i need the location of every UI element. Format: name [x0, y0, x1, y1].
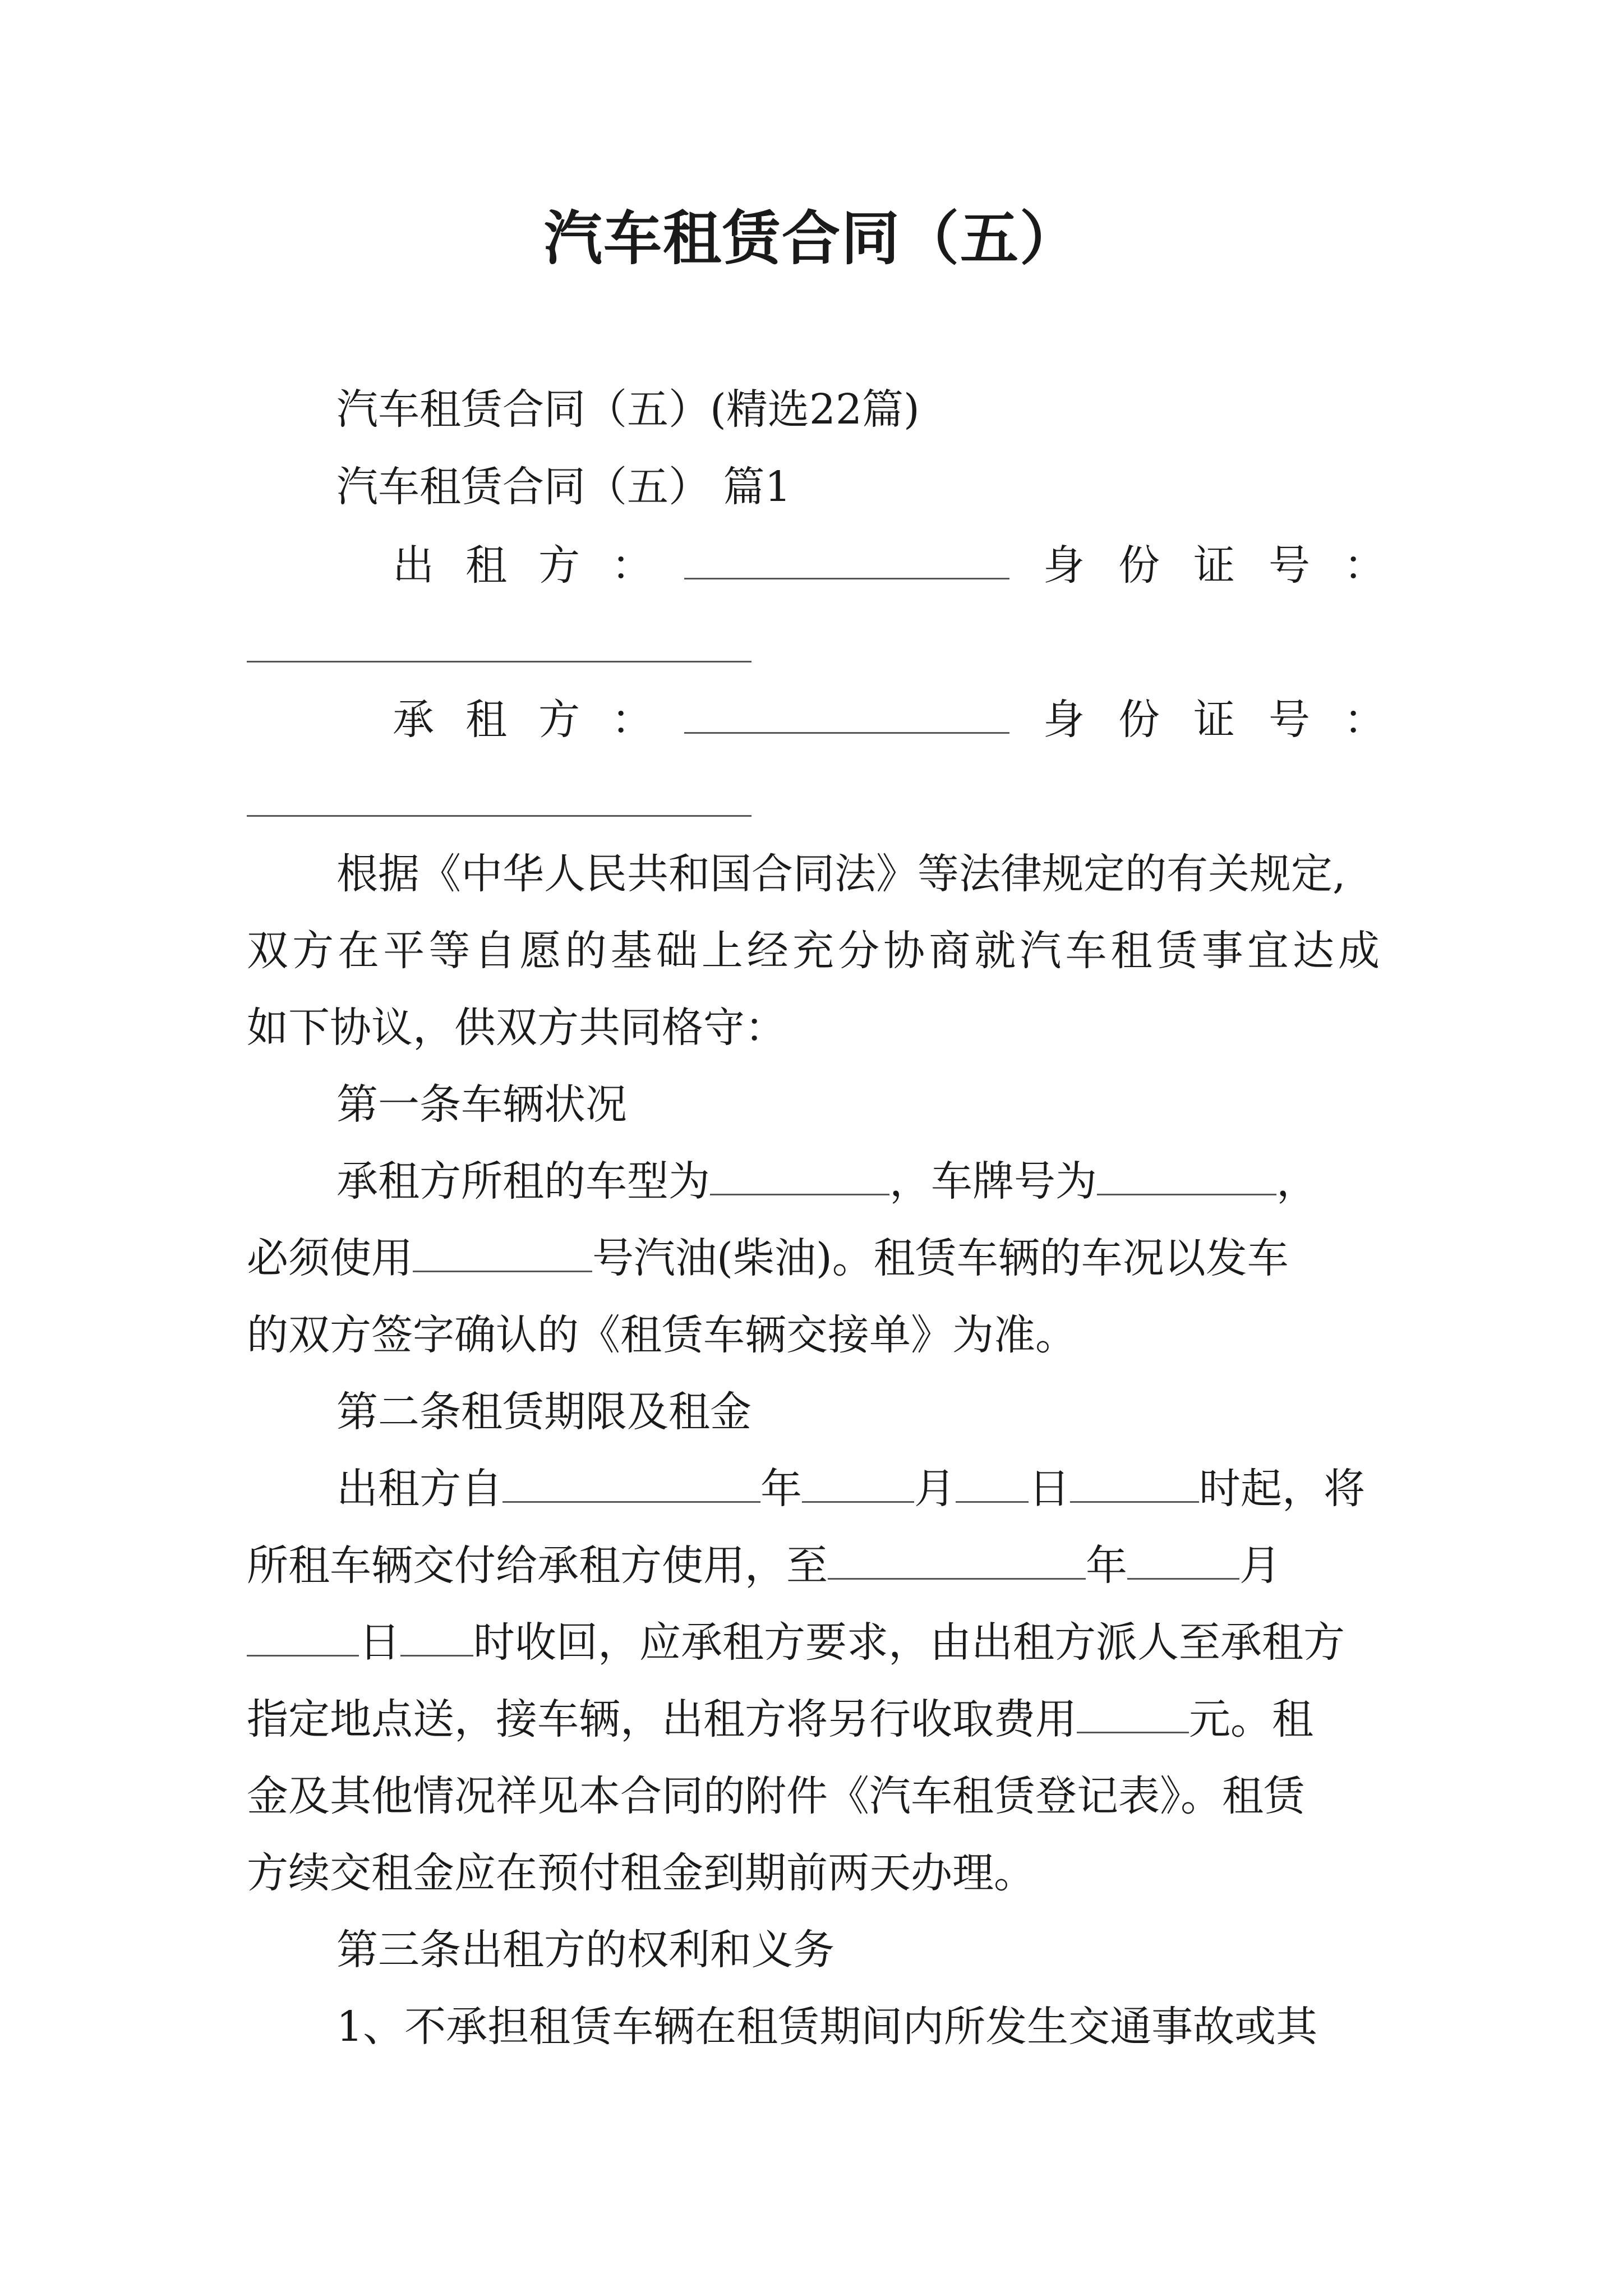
- article2-text: 月: [1239, 1542, 1281, 1590]
- article1-text: ，: [1276, 1157, 1318, 1205]
- end-day-blank[interactable]: [247, 1616, 359, 1657]
- lessee-id-label: 身份证号：: [1043, 696, 1419, 744]
- end-year-blank[interactable]: [828, 1539, 1086, 1580]
- intro-line-2: 双方在平等自愿的基础上经充分协商就汽车租赁事宜达成: [247, 927, 1380, 975]
- document-title: 汽车租赁合同（五）: [543, 204, 1079, 273]
- lessor-id-blank[interactable]: [247, 661, 751, 662]
- section-heading: 汽车租赁合同（五） 篇1: [336, 463, 791, 511]
- article1-line-3: 的双方签字确认的《租赁车辆交接单》为准。: [247, 1311, 1077, 1359]
- lessee-label: 承租方：: [393, 696, 684, 744]
- article1-title: 第一条车辆状况: [336, 1080, 627, 1129]
- lessor-id-label: 身份证号：: [1043, 541, 1419, 590]
- plate-number-blank[interactable]: [1097, 1154, 1276, 1195]
- start-year-blank[interactable]: [502, 1462, 760, 1503]
- article2-text: 月: [914, 1465, 956, 1513]
- article2-text: 时收回，应承租方要求，由出租方派人至承租方: [473, 1618, 1345, 1667]
- car-model-blank[interactable]: [710, 1154, 889, 1195]
- intro-line-3: 如下协议，供双方共同格守：: [247, 1004, 786, 1052]
- article2-title: 第二条租赁期限及租金: [336, 1388, 751, 1436]
- article1-line-1: [336, 1153, 1380, 1209]
- article2-line-4: [247, 1691, 1380, 1747]
- article2-line-3: [247, 1614, 1380, 1671]
- article3-title: 第三条出租方的权利和义务: [336, 1926, 834, 1974]
- article2-line-1: [336, 1461, 1380, 1517]
- delivery-fee-blank[interactable]: [1077, 1692, 1189, 1733]
- article2-text: 日: [1029, 1465, 1070, 1513]
- lessor-name-blank[interactable]: [684, 539, 1009, 579]
- article1-text: 承租方所租的车型为: [336, 1157, 710, 1205]
- article2-text: 所租车辆交付给承租方使用，至: [247, 1542, 828, 1590]
- article2-text: 时起，将: [1199, 1465, 1365, 1513]
- article1-line-2: [247, 1230, 1380, 1286]
- start-hour-blank[interactable]: [1070, 1462, 1199, 1503]
- article2-line-6: 方续交租金应在预付租金到期前两天办理。: [247, 1849, 1035, 1897]
- lessor-label: 出租方：: [393, 541, 684, 590]
- article3-line-1: 1、不承担租赁车辆在租赁期间内所发生交通事故或其: [336, 2003, 1318, 2051]
- lessor-line: [393, 537, 1419, 593]
- article2-text: 年: [760, 1465, 802, 1513]
- article2-line-2: [247, 1538, 1380, 1594]
- article2-line-5: 金及其他情况祥见本合同的附件《汽车租赁登记表》。租赁: [247, 1772, 1305, 1820]
- lessee-line: [393, 692, 1419, 748]
- article2-text: 日: [359, 1618, 400, 1667]
- start-month-blank[interactable]: [802, 1462, 914, 1503]
- lessee-id-blank[interactable]: [247, 815, 751, 817]
- article2-text: 指定地点送，接车辆，出租方将另行收取费用: [247, 1695, 1077, 1743]
- article2-text: 年: [1086, 1542, 1127, 1590]
- article1-text: 必须使用: [247, 1234, 413, 1282]
- fuel-grade-blank[interactable]: [413, 1231, 592, 1272]
- lessee-name-blank[interactable]: [684, 693, 1009, 734]
- article1-text: ，车牌号为: [889, 1157, 1097, 1205]
- article1-text: 号汽油(柴油)。租赁车辆的车况以发车: [592, 1234, 1289, 1282]
- article2-text: 元。租: [1189, 1695, 1313, 1743]
- document-subtitle: 汽车租赁合同（五）(精选22篇): [336, 385, 920, 434]
- start-day-blank[interactable]: [956, 1462, 1029, 1503]
- end-month-blank[interactable]: [1127, 1539, 1239, 1580]
- article2-text: 出租方自: [336, 1465, 502, 1513]
- end-hour-blank[interactable]: [400, 1616, 473, 1657]
- intro-line-1: 根据《中华人民共和国合同法》等法律规定的有关规定,: [336, 850, 1346, 898]
